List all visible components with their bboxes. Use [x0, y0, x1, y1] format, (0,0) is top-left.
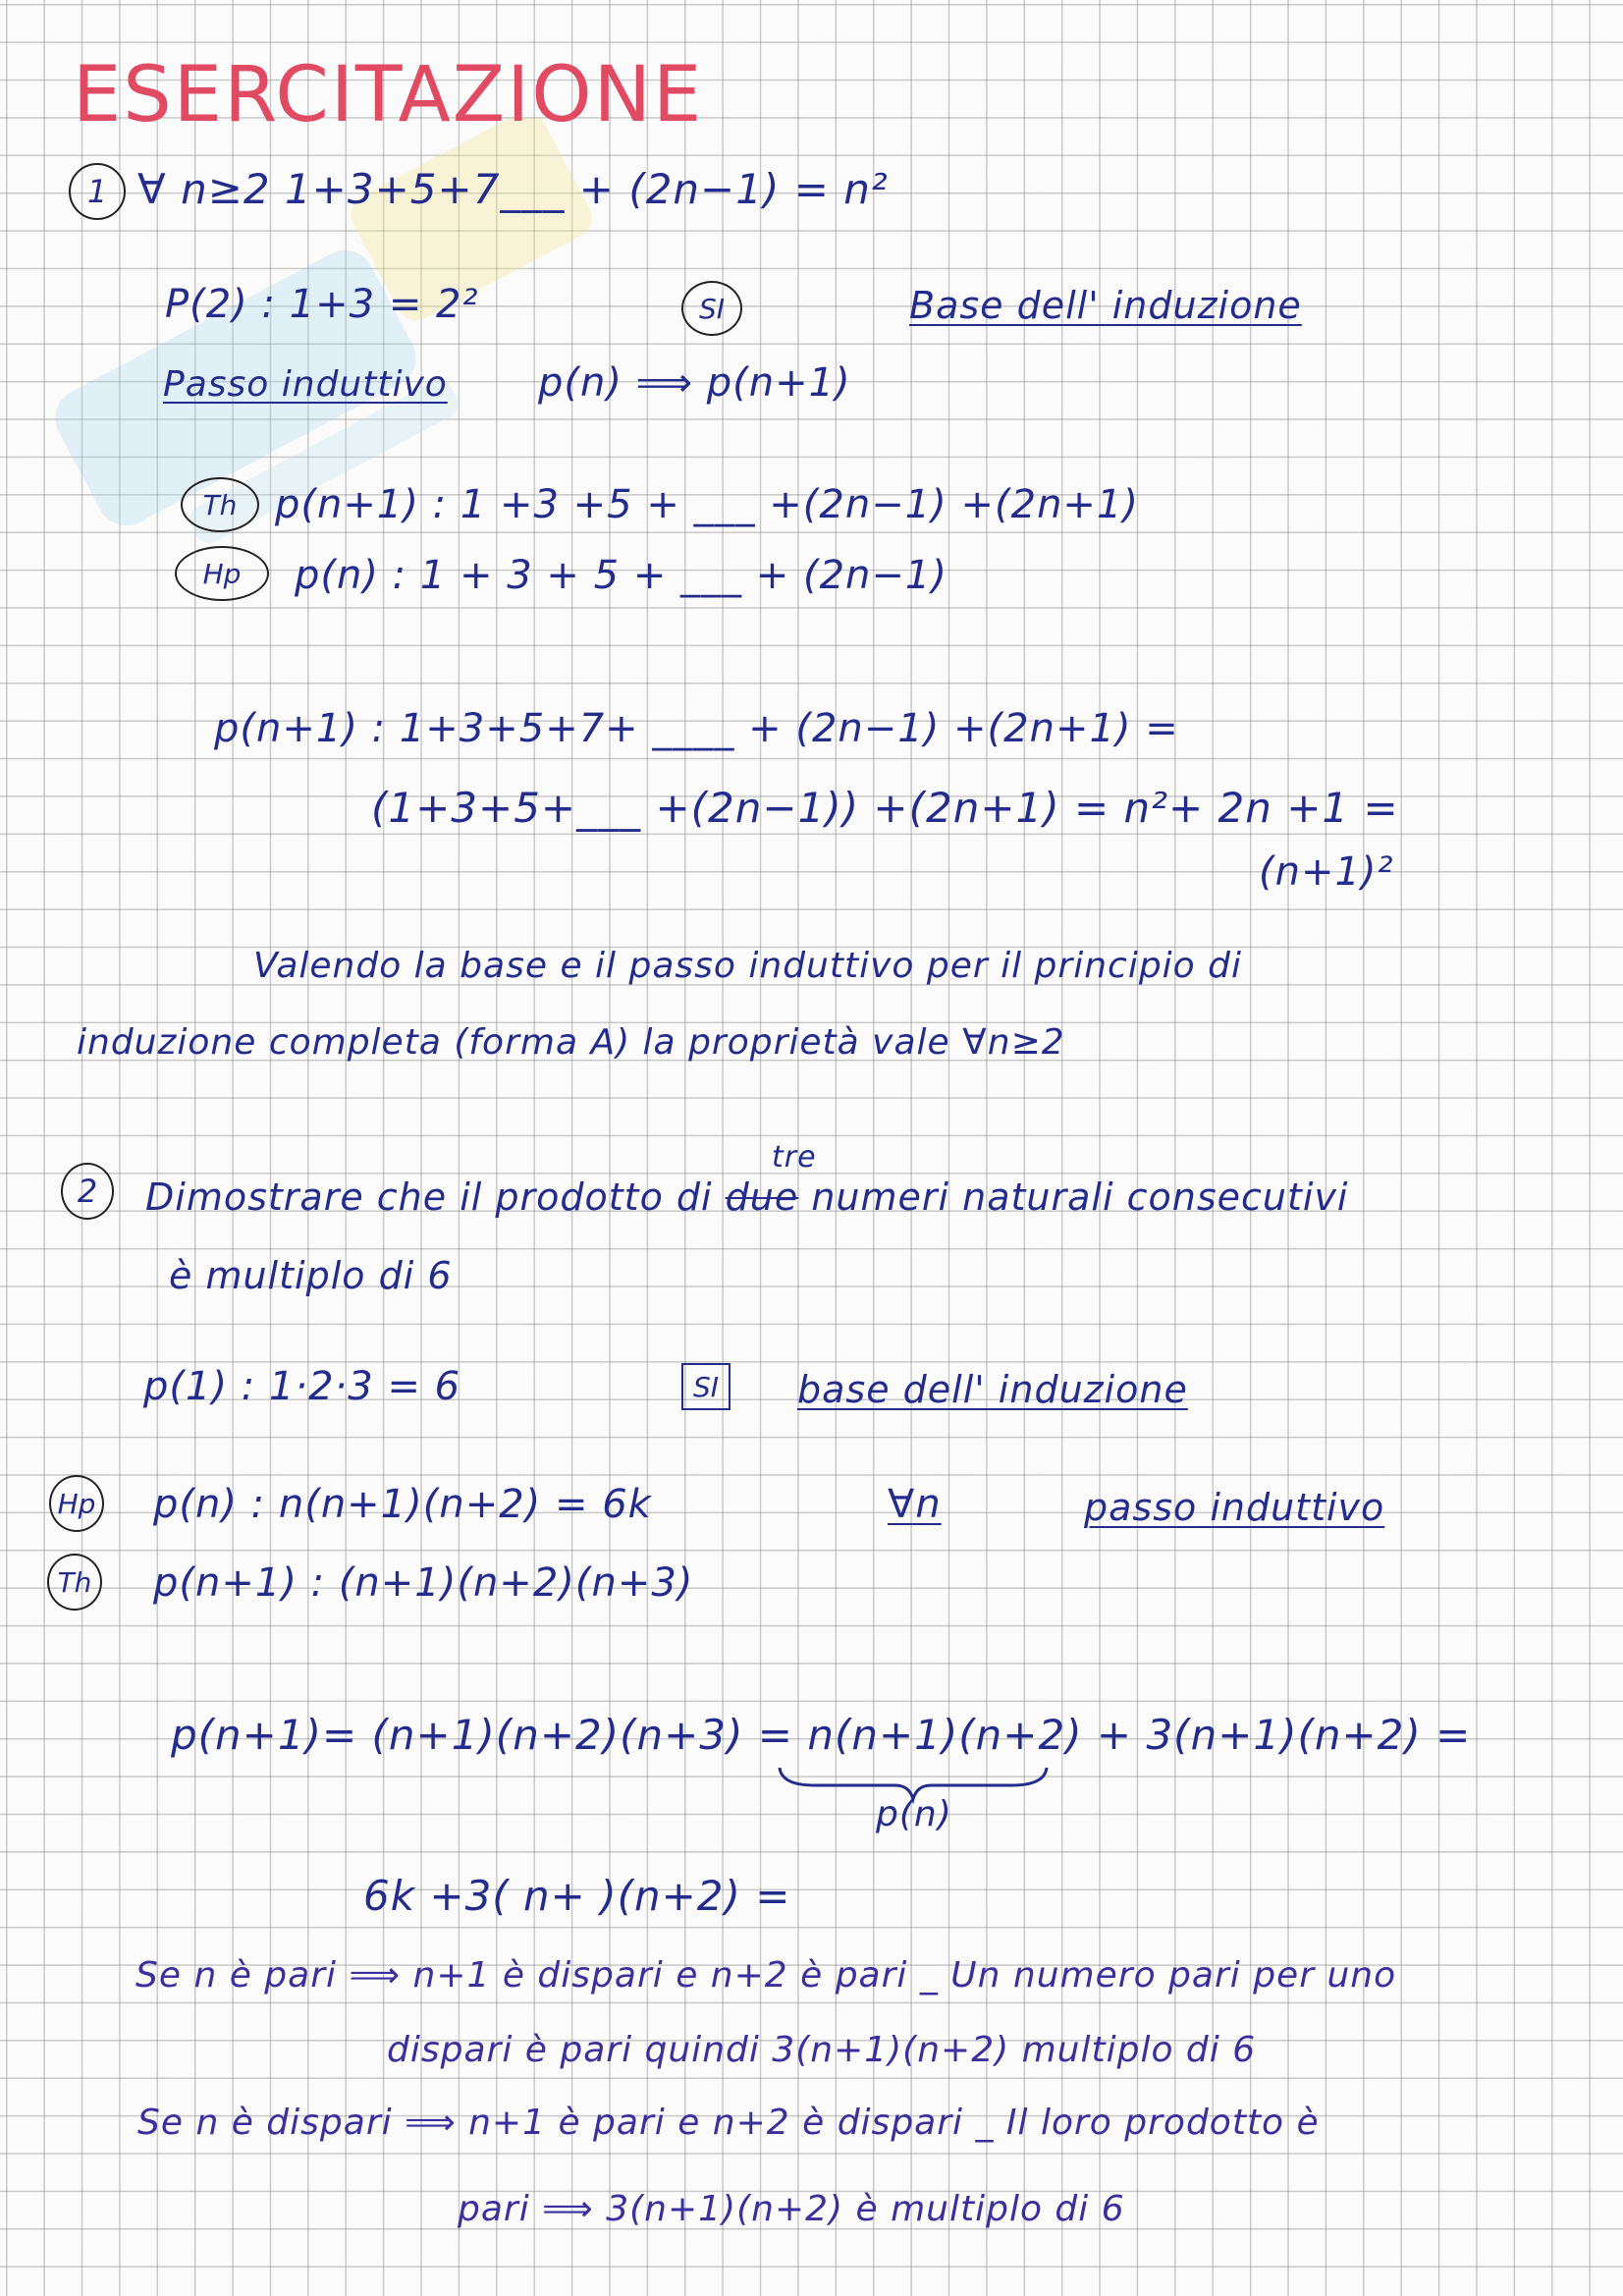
- page-title: ESERCITAZIONE: [73, 51, 704, 139]
- statement-text-a: Dimostrare che il prodotto di: [145, 1175, 726, 1219]
- proof-line-1-lhs: p(n+1)= (n+1)(n+2)(n+3) =: [171, 1711, 793, 1759]
- thesis-label: Th: [202, 488, 238, 521]
- case-line-1: Se n è pari ⟹ n+1 è dispari e n+2 è pari _ Un numero pari per uno: [135, 1955, 1397, 1995]
- thesis-expression: p(n+1) : 1 +3 +5 + ___ +(2n−1) +(2n+1): [275, 482, 1139, 527]
- proof-line-2: 6k +3( n+ )(n+2) =: [363, 1872, 791, 1920]
- struck-word: due: [725, 1175, 799, 1219]
- hypothesis-badge: [175, 546, 269, 601]
- thesis-label: Th: [57, 1565, 92, 1599]
- case-line-4: pari ⟹ 3(n+1)(n+2) è multiplo di 6: [458, 2189, 1125, 2229]
- hypothesis-expression: p(n) : n(n+1)(n+2) = 6k: [153, 1482, 652, 1527]
- thesis-expression: p(n+1) : (n+1)(n+2)(n+3): [153, 1560, 694, 1606]
- base-label: base dell' induzione: [797, 1368, 1188, 1411]
- proof-line-1: [171, 1711, 1472, 1759]
- proof-line-3: (n+1)²: [1259, 849, 1394, 895]
- hypothesis-label: Hp: [202, 557, 242, 590]
- si-badge: [681, 281, 742, 336]
- brace-label: p(n): [876, 1794, 952, 1834]
- conclusion-line-1: Valendo la base e il passo induttivo per il principio di: [253, 946, 1242, 986]
- exercise-number: 2: [77, 1173, 98, 1210]
- si-box: [681, 1363, 730, 1410]
- exercise-number-badge: [61, 1163, 114, 1220]
- conclusion-line-2: induzione completa (forma A) la proprietà vale ∀n≥2: [77, 1022, 1065, 1063]
- hypothesis-label: Hp: [57, 1487, 96, 1520]
- base-label: Base dell' induzione: [909, 284, 1302, 327]
- forall-n: ∀n: [888, 1482, 942, 1527]
- exercise-1-statement: ∀ n≥2 1+3+5+7___ + (2n−1) = n²: [137, 165, 889, 213]
- exercise-2-statement-line-2: è multiplo di 6: [169, 1254, 453, 1297]
- case-line-3: Se n è dispari ⟹ n+1 è pari e n+2 è dispari _ Il loro prodotto è: [137, 2103, 1320, 2143]
- inductive-step-label: Passo induttivo: [163, 364, 448, 405]
- case-line-2: dispari è pari quindi 3(n+1)(n+2) multiplo di 6: [387, 2030, 1257, 2070]
- thesis-badge: [47, 1554, 102, 1611]
- statement-text-b: numeri naturali consecutivi: [798, 1175, 1349, 1219]
- exercise-1-base-expression: P(2) : 1+3 = 2²: [165, 282, 479, 327]
- si-label: SI: [692, 1370, 720, 1403]
- proof-line-1-rhs: + 3(n+1)(n+2) =: [1096, 1711, 1472, 1759]
- exercise-number-badge: [69, 163, 126, 220]
- proof-line-1: p(n+1) : 1+3+5+7+ ____ + (2n−1) +(2n+1) =: [214, 706, 1179, 751]
- inductive-step-expression: p(n) ⟹ p(n+1): [538, 360, 851, 406]
- exercise-number: 1: [86, 173, 108, 210]
- hypothesis-expression: p(n) : 1 + 3 + 5 + ___ + (2n−1): [295, 553, 947, 598]
- exercise-2-statement-line-1: [145, 1175, 1349, 1219]
- si-label: SI: [698, 292, 726, 325]
- inductive-step-label: passo induttivo: [1084, 1486, 1385, 1529]
- proof-line-1-braced-term: n(n+1)(n+2): [807, 1711, 1083, 1759]
- proof-line-2: (1+3+5+___ +(2n−1)) +(2n+1) = n²+ 2n +1 =: [371, 784, 1399, 832]
- exercise-2-base-expression: p(1) : 1·2·3 = 6: [143, 1364, 461, 1409]
- thesis-badge: [181, 477, 259, 532]
- hypothesis-badge: [49, 1475, 104, 1532]
- inserted-word: tre: [772, 1140, 817, 1175]
